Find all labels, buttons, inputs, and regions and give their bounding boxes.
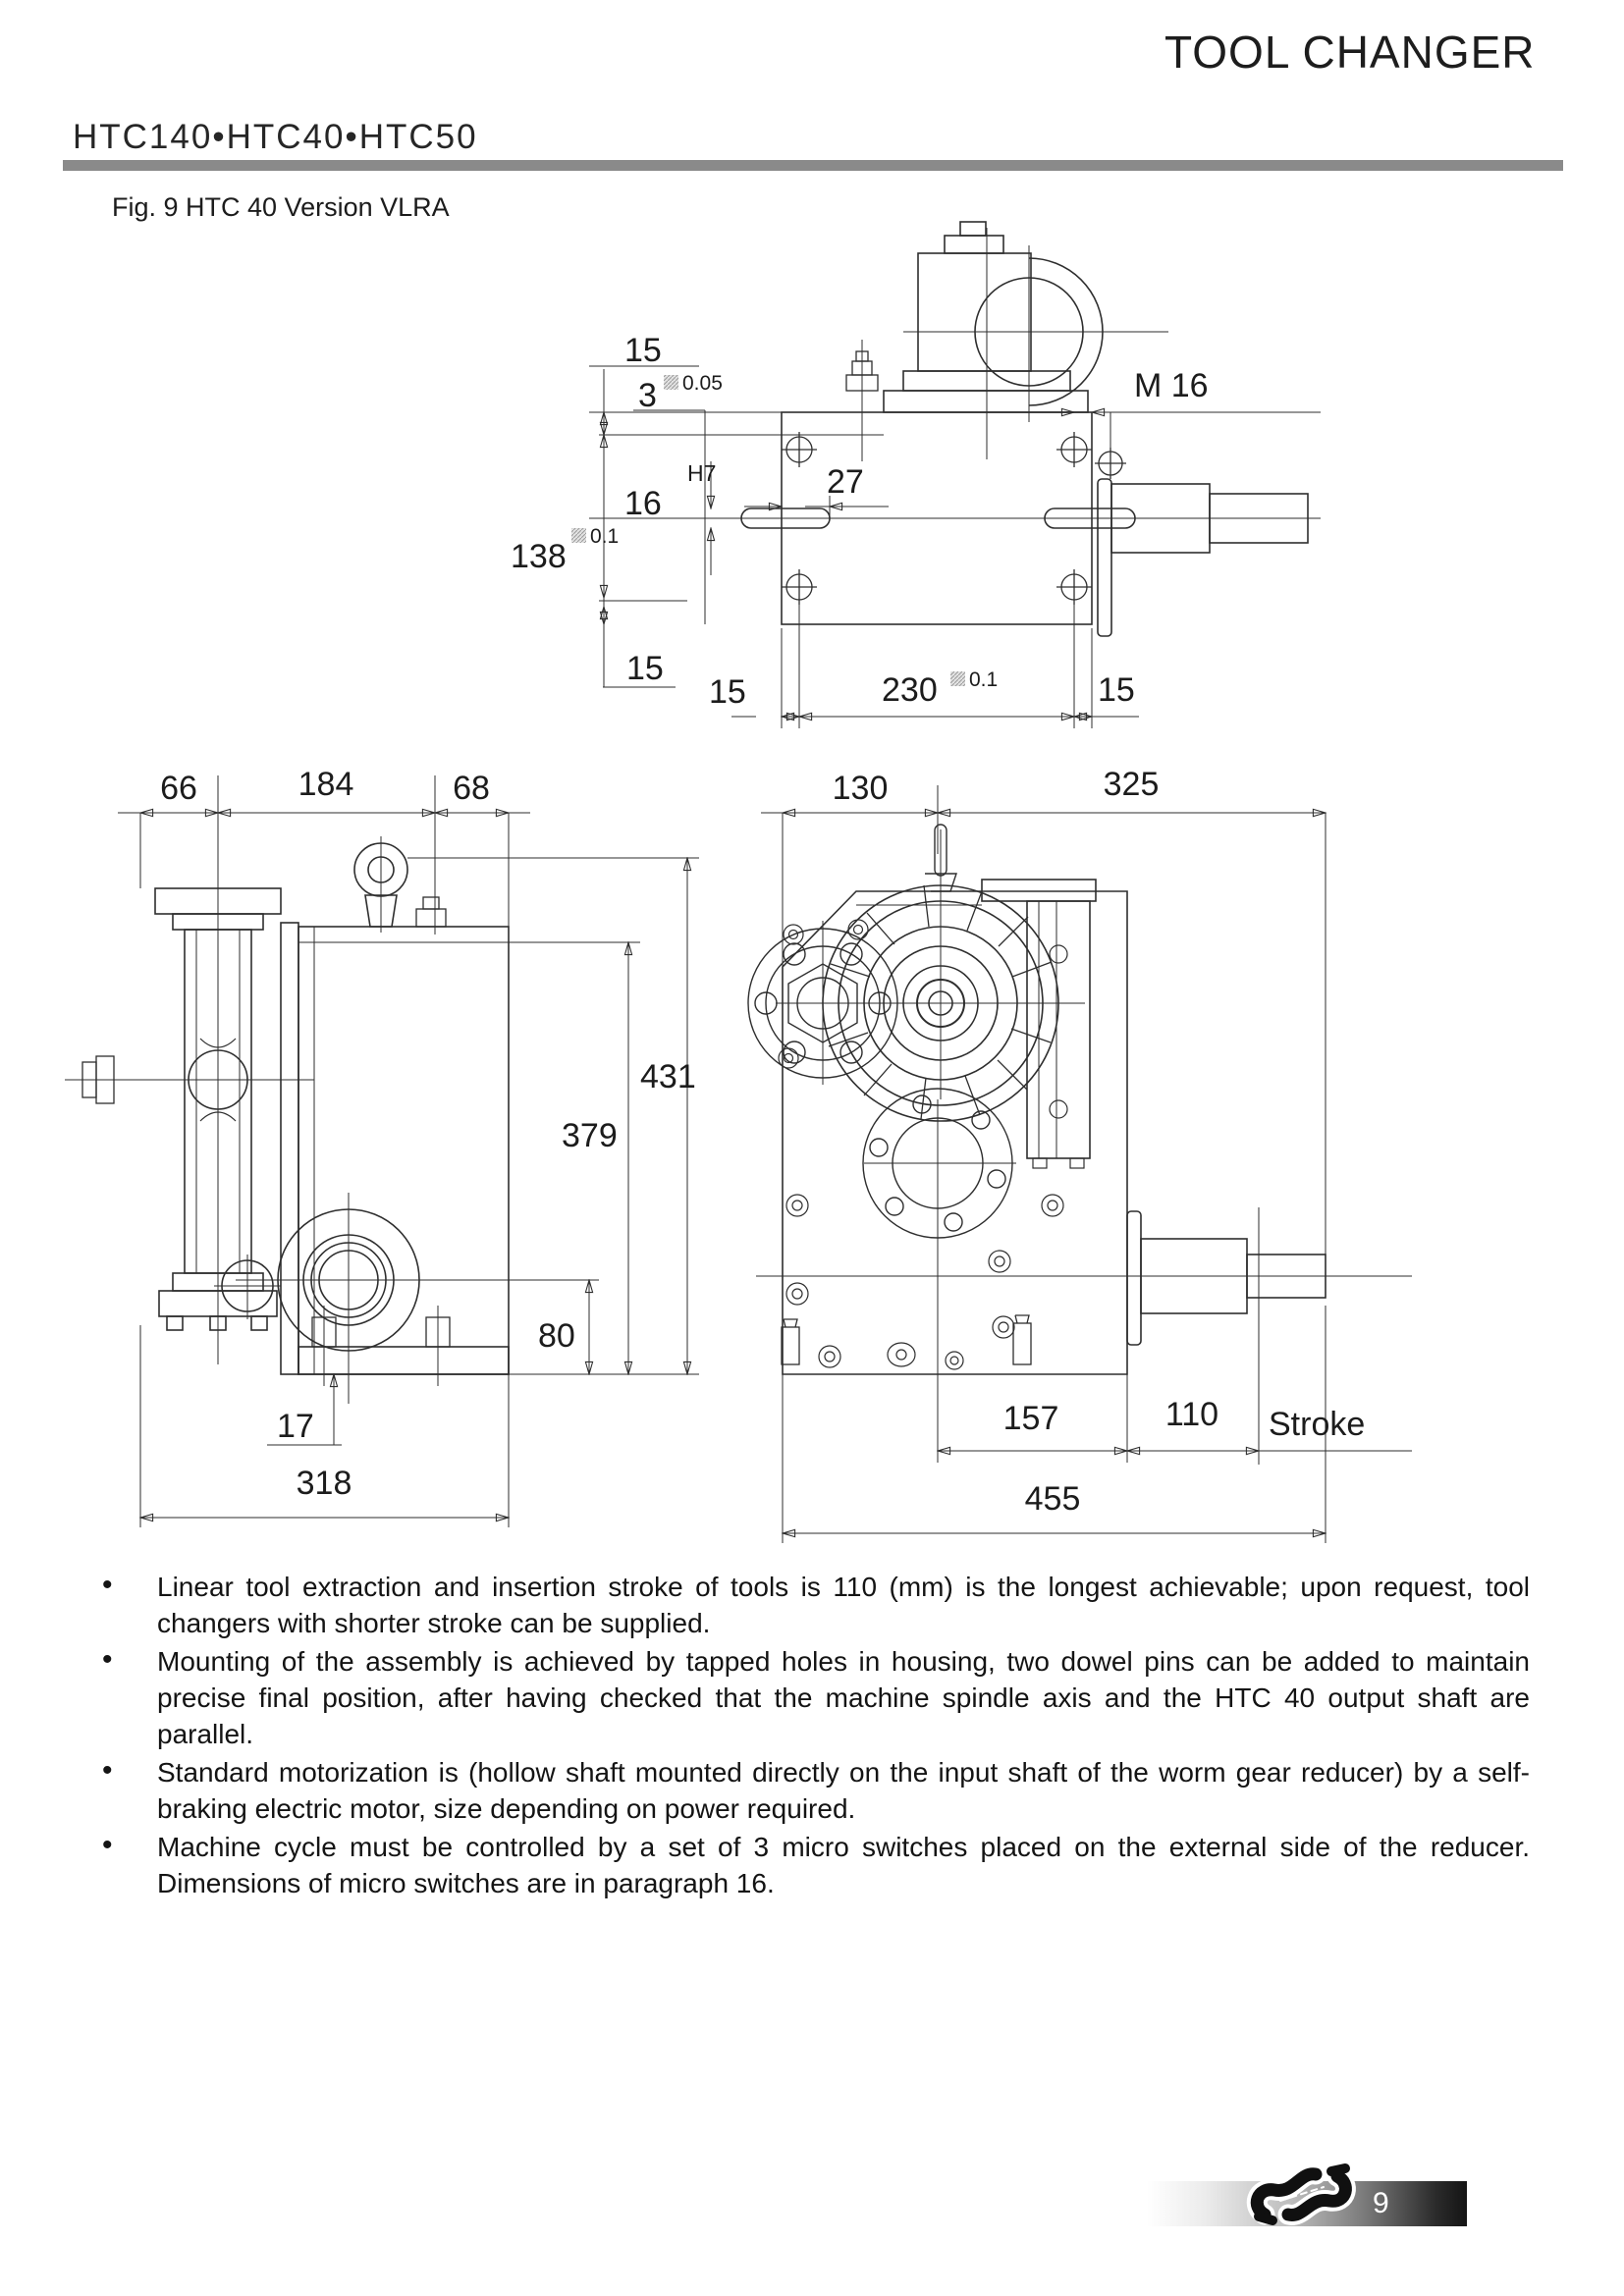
housing-front (783, 891, 1127, 1374)
eyebolt (354, 836, 446, 933)
dim-label-80: 80 (538, 1317, 575, 1355)
note-text: Machine cycle must be controlled by a set of 3 micro switches placed on the external side of the reducer. Dimensions of micro switches are in paragraph 16. (157, 1832, 1530, 1898)
dim-label-431: 431 (640, 1058, 696, 1095)
notes-list (94, 1569, 1530, 1903)
motor-bracket (982, 880, 1096, 1168)
output-shaft (1098, 479, 1308, 636)
page-title: TOOL CHANGER (1164, 27, 1536, 78)
output-hub (214, 1193, 599, 1404)
page-number: 9 (1373, 2187, 1389, 2219)
dim-label-230: 230 (882, 671, 938, 709)
note-text: Linear tool extraction and insertion stroke of tools is 110 (mm) is the longest achievable; upon request, tool changers with shorter stroke can be supplied. (157, 1572, 1530, 1638)
dim-label-455: 455 (1024, 1480, 1081, 1518)
dim-label-379: 379 (562, 1117, 618, 1154)
dim-label-184: 184 (298, 766, 354, 803)
dim-label-15-bottom-left: 15 (709, 673, 746, 711)
dim-label-m16: M 16 (1134, 367, 1209, 404)
top-view-drawing (511, 221, 1326, 746)
note-text: Standard motorization is (hollow shaft mounted directly on the input shaft of the worm gear reducer) by a self-braking electric motor, size depending on power required. (157, 1757, 1530, 1824)
dim-label-15-bottom-right: 15 (1098, 671, 1135, 709)
shaft-keyways (589, 508, 1321, 528)
dim-label-17: 17 (277, 1408, 314, 1445)
dim-label-3: 3 (638, 377, 657, 414)
dim-label-16-fit: H7 (687, 460, 717, 486)
models-header: HTC140•HTC40•HTC50 (73, 118, 478, 156)
tolerance-box-230 (950, 671, 965, 686)
note-item-motorization (94, 1754, 1530, 1827)
dim-label-66: 66 (160, 770, 197, 807)
dim-lines-right (407, 858, 699, 1374)
dim-27-lines (744, 496, 889, 518)
dim-label-27: 27 (827, 463, 864, 501)
tolerance-box-138 (571, 528, 586, 543)
note-text: Mounting of the assembly is achieved by tapped holes in housing, two dowel pins can be added to maintain precise final position, after having checked that the machine spindle axis and the HTC 40 output shaft are parallel. (157, 1646, 1530, 1749)
dim-lines-left (589, 366, 884, 687)
dim-label-157: 157 (1002, 1400, 1059, 1437)
dim-label-68: 68 (453, 770, 490, 807)
front-view-drawing (746, 756, 1414, 1561)
motor-side (65, 864, 314, 1364)
dim-label-138: 138 (511, 538, 567, 575)
dim-label-318: 318 (296, 1465, 352, 1502)
note-item-microswitches (94, 1829, 1530, 1901)
brand-logo-icon (1251, 2160, 1353, 2230)
dim-label-15-left-bottom: 15 (626, 650, 664, 687)
dim-lines-top-front (761, 785, 1326, 1255)
dim-label-15-top: 15 (624, 332, 662, 369)
dim-label-16: 16 (624, 485, 662, 522)
breather-valve (846, 340, 878, 461)
housing-side (281, 923, 509, 1374)
motor-top (884, 222, 1168, 459)
dim-label-138-tol: 0.1 (590, 525, 620, 548)
tolerance-box-3 (664, 375, 678, 390)
stroke-label: Stroke (1269, 1406, 1366, 1443)
base-feet (281, 1306, 509, 1386)
dim-lines-bottom (731, 605, 1139, 728)
dim-label-325: 325 (1103, 766, 1160, 803)
dim-label-3-tol: 0.05 (682, 372, 723, 395)
figure-caption: Fig. 9 HTC 40 Version VLRA (112, 192, 450, 222)
dim-m16-lines (1033, 412, 1321, 450)
note-item-mounting (94, 1643, 1530, 1752)
side-view-drawing (59, 756, 746, 1561)
dim-label-230-tol: 0.1 (969, 668, 999, 691)
lower-flange (863, 1089, 1016, 1239)
housing-screws (779, 920, 1063, 1369)
header-rule (63, 160, 1563, 171)
note-item-stroke (94, 1569, 1530, 1641)
dim-label-110: 110 (1164, 1396, 1219, 1433)
dim-label-130: 130 (832, 770, 889, 807)
